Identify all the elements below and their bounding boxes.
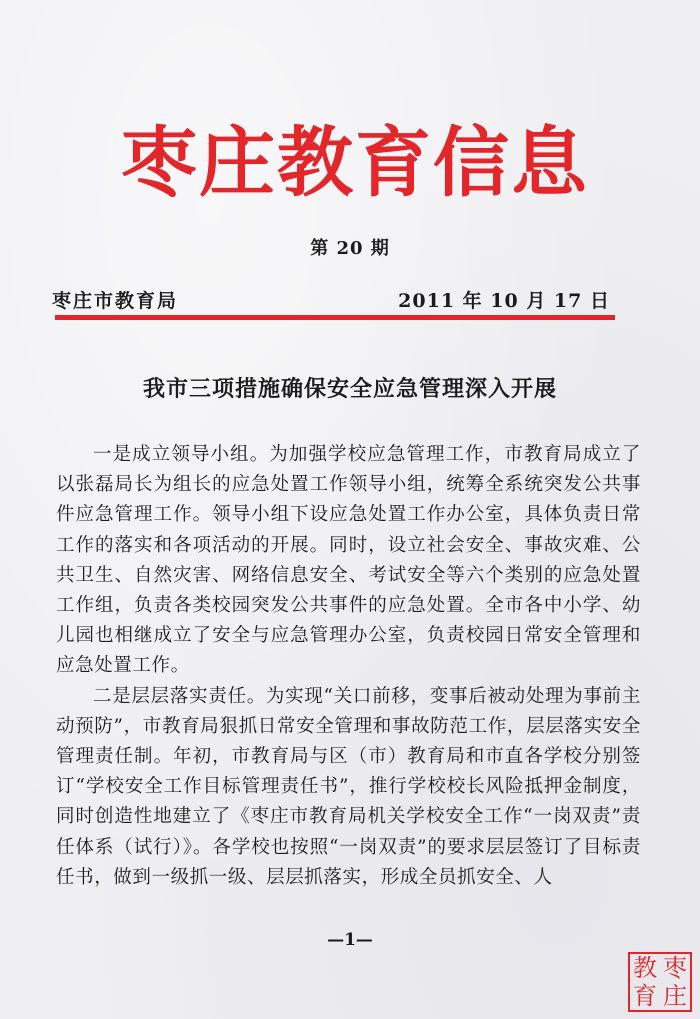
article-body (56, 440, 641, 893)
paragraph-1: 一是成立领导小组。为加强学校应急管理工作，市教育局成立了以张磊局长为组长的应急处置工作领导小组，统筹全系统突发公共事件应急管理工作。领导小组下设应急处置工作办公室，具体负责日常工作的落实和各项活动的开展。同时，设立社会安全、事故灾难、公共卫生、自然灾害、网络信息安全、考试安全等六个类别的应急处置工作组，负责各类校园突发公共事件的应急处置。全市各中小学、幼儿园也相继成立了安全与应急管理办公室，负责校园日常安全管理和应急处置工作。 (56, 444, 641, 677)
seal-char: 育 (633, 982, 657, 1010)
page-number: —1— (327, 930, 373, 950)
publication-date: 2011 年 10 月 17 日 (398, 290, 610, 312)
article-title: 我市三项措施确保安全应急管理深入开展 (142, 376, 557, 402)
seal-char: 教 (633, 954, 657, 982)
paragraph-2: 二是层层落实责任。为实现“关口前移，变事后被动处理为事前主动预防”，市教育局狠抓日常安全管理和事故防范工作，层层落实安全管理责任制。年初，市教育局与区（市）教育局和市直各学校分别签订“学校安全工作目标管理责任书”，推行学校校长风险抵押金制度，同时创造性地建立了《枣庄市教育局机关学校安全工作“一岗双责”责任体系（试行）》。各学校也按照“一岗双责”的要求层层签订了目标责任书，做到一级抓一级、层层抓落实，形成全员抓安全、人 (56, 685, 641, 888)
masthead-title: 枣庄教育信息 (121, 118, 589, 207)
seal-char: 枣 (663, 954, 687, 982)
header-divider (55, 315, 615, 320)
seal-char: 庄 (663, 982, 687, 1010)
red-seal-stamp (628, 952, 692, 1012)
publisher-name: 枣庄市教育局 (52, 290, 179, 312)
issue-number: 第 20 期 (310, 238, 390, 259)
